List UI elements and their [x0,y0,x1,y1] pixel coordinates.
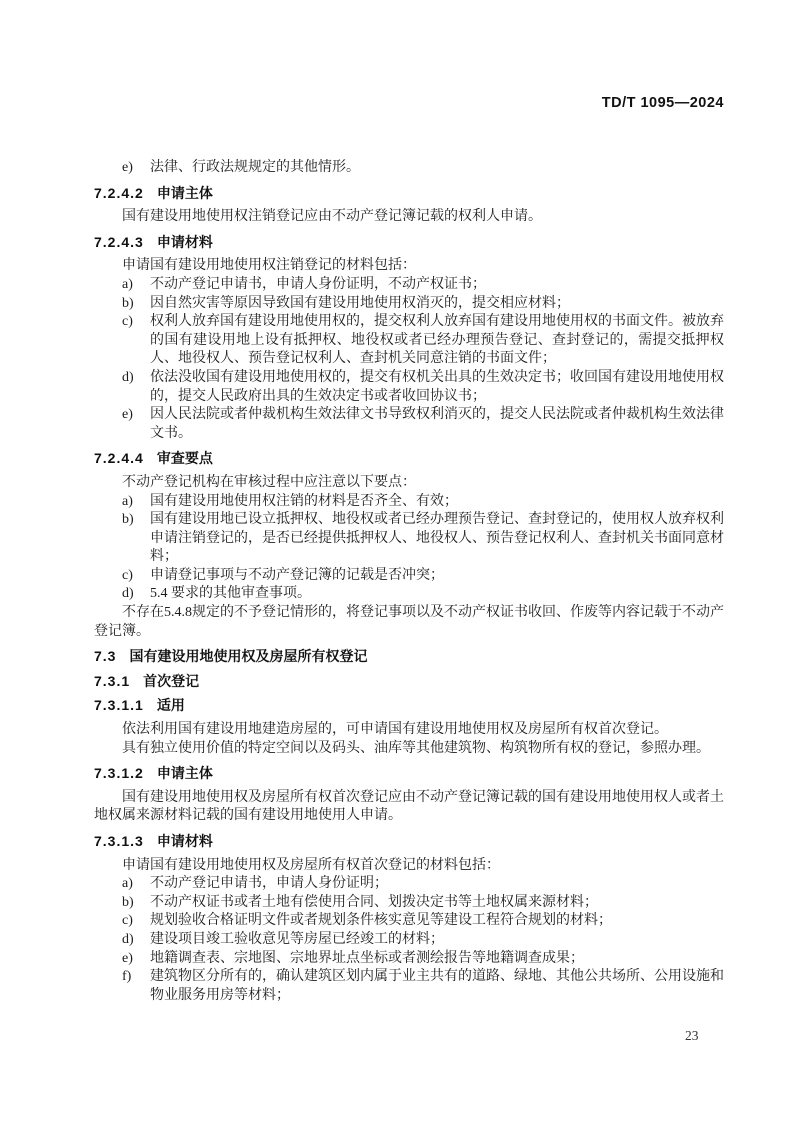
list-item-label: a) [122,276,133,292]
list-item-label: c) [122,567,133,583]
list-item-text: 法律、行政法规规定的其他情形。 [150,160,360,175]
list-item-label: e) [122,950,133,966]
list-item-label: b) [122,512,134,528]
section-title: 国有建设用地使用权及房屋所有权登记 [129,648,368,665]
section-number: 7.2.4.2 [94,184,144,201]
list-item [94,511,724,567]
paragraph: 不动产登记机构在审核过程中应注意以下要点： [122,474,416,490]
page-number: 23 [685,1028,699,1043]
list-item [94,406,724,443]
list-item-text: 权利人放弃国有建设用地使用权的，提交权利人放弃国有建设用地使用权的书面文件。被放弃的国有建设用地上设有抵押权、地役权或者已经办理预告登记、查封登记的，需提交抵押权人、地役权人、预告登记权利人、查封机关同意注销的书面文件； [150,314,724,367]
list-item [94,493,724,512]
list-item-label: d) [122,369,134,385]
section-heading-7-2-4-4 [94,449,724,468]
paragraph: 依法利用国有建设用地建造房屋的，可申请国有建设用地使用权及房屋所有权首次登记。 [122,722,668,738]
list-item-text: 依法没收国有建设用地使用权的，提交有权机关出具的生效决定书；收回国有建设用地使用权的，提交人民政府出具的生效决定书或者收回协议书； [150,369,724,404]
list-item [94,585,724,604]
list-item [94,931,724,950]
list-item [94,295,724,314]
section-title: 申请材料 [156,833,213,849]
list-item-text: 建筑物区分所有的，确认建筑区划内属于业主共有的道路、绿地、其他公共场所、公用设施和物业服务用房等材料； [150,969,724,1003]
list-item-text: 建设项目竣工验收意见等房屋已经竣工的材料； [150,931,444,947]
document-code-header: TD/T 1095—2024 [601,95,724,111]
section-number: 7.2.4.4 [94,450,144,467]
section-heading-7-2-4-3 [94,233,724,252]
paragraph: 申请国有建设用地使用权注销登记的材料包括： [122,258,416,274]
paragraph: 国有建设用地使用权注销登记应由不动产登记簿记载的权利人申请。 [122,209,542,225]
section-number: 7.3.1.3 [94,833,144,849]
list-item-text: 申请登记事项与不动产登记簿的记载是否冲突； [150,567,444,583]
list-item-text: 国有建设用地使用权注销的材料是否齐全、有效； [150,493,458,509]
list-item-text: 因自然灾害等原因导致国有建设用地使用权消灭的，提交相应材料； [150,295,570,311]
list-item [94,894,724,913]
list-item-label: d) [122,931,134,947]
paragraph: 申请国有建设用地使用权及房屋所有权首次登记的材料包括： [122,857,500,873]
list-item-label: b) [122,295,134,311]
section-title: 申请主体 [156,184,213,201]
list-item-text: 不动产权证书或者土地有偿使用合同、划拨决定书等土地权属来源材料； [150,894,598,910]
list-item [94,276,724,295]
list-item-text: 不动产登记申请书，申请人身份证明，不动产权证书； [150,276,486,292]
paragraph: 具有独立使用价值的特定空间以及码头、油库等其他建筑物、构筑物所有权的登记，参照办理。 [122,740,710,756]
list-item-text: 国有建设用地已设立抵押权、地役权或者已经办理预告登记、查封登记的，使用权人放弃权利申请注销登记的，是否已经提供抵押权人、地役权人、预告登记权利人、查封机关书面同意材料； [150,512,724,565]
list-item-label: c) [122,314,133,330]
list-item-text: 因人民法院或者仲裁机构生效法律文书导致权利消灭的，提交人民法院或者仲裁机构生效法律文书。 [150,407,724,441]
list-item [94,369,724,406]
section-title: 审查要点 [156,450,213,467]
list-item-label: c) [122,913,133,929]
list-item-text: 5.4 要求的其他审查事项。 [150,586,311,602]
section-number: 7.3.1 [94,672,131,689]
list-item [94,159,724,178]
section-heading-7-2-4-2 [94,184,724,203]
section-heading-7-3-1-2 [94,764,724,783]
section-number: 7.2.4.3 [94,233,144,250]
list-item [94,567,724,586]
paragraph: 国有建设用地使用权及房屋所有权首次登记应由不动产登记簿记载的国有建设用地使用权人或者土地权属来源材料记载的国有建设用地使用人申请。 [94,789,724,824]
list-item-label: d) [122,586,134,602]
section-title: 申请主体 [156,765,213,782]
section-title: 首次登记 [143,672,200,689]
list-item-text: 规划验收合格证明文件或者规划条件核实意见等建设工程符合规划的材料； [150,913,612,929]
section-title: 申请材料 [156,233,213,250]
section-title: 适用 [156,697,185,714]
list-item-label: a) [122,493,133,509]
section-number: 7.3 [94,648,117,665]
list-item-label: e) [122,407,133,423]
section-heading-7-3-1-3 [94,832,724,851]
list-item [94,968,724,1005]
list-item [94,912,724,931]
section-heading-7-3-1 [94,672,724,691]
list-item-text: 地籍调查表、宗地图、宗地界址点坐标或者测绘报告等地籍调查成果； [150,950,584,966]
list-item-label: a) [122,876,133,892]
section-number: 7.3.1.2 [94,765,144,782]
list-item-label: b) [122,894,134,910]
list-item [94,950,724,969]
document-body [94,159,724,1005]
section-number: 7.3.1.1 [94,697,144,714]
section-heading-7-3-1-1 [94,696,724,715]
list-item [94,313,724,369]
section-heading-7-3 [94,647,724,666]
list-item-text: 不动产登记申请书，申请人身份证明； [150,876,388,892]
list-item-label: f) [122,969,132,985]
paragraph: 不存在5.4.8规定的不予登记情形的，将登记事项以及不动产权证书收回、作废等内容记载于不动产登记簿。 [94,605,724,639]
list-item-label: e) [122,160,133,175]
list-item [94,875,724,894]
